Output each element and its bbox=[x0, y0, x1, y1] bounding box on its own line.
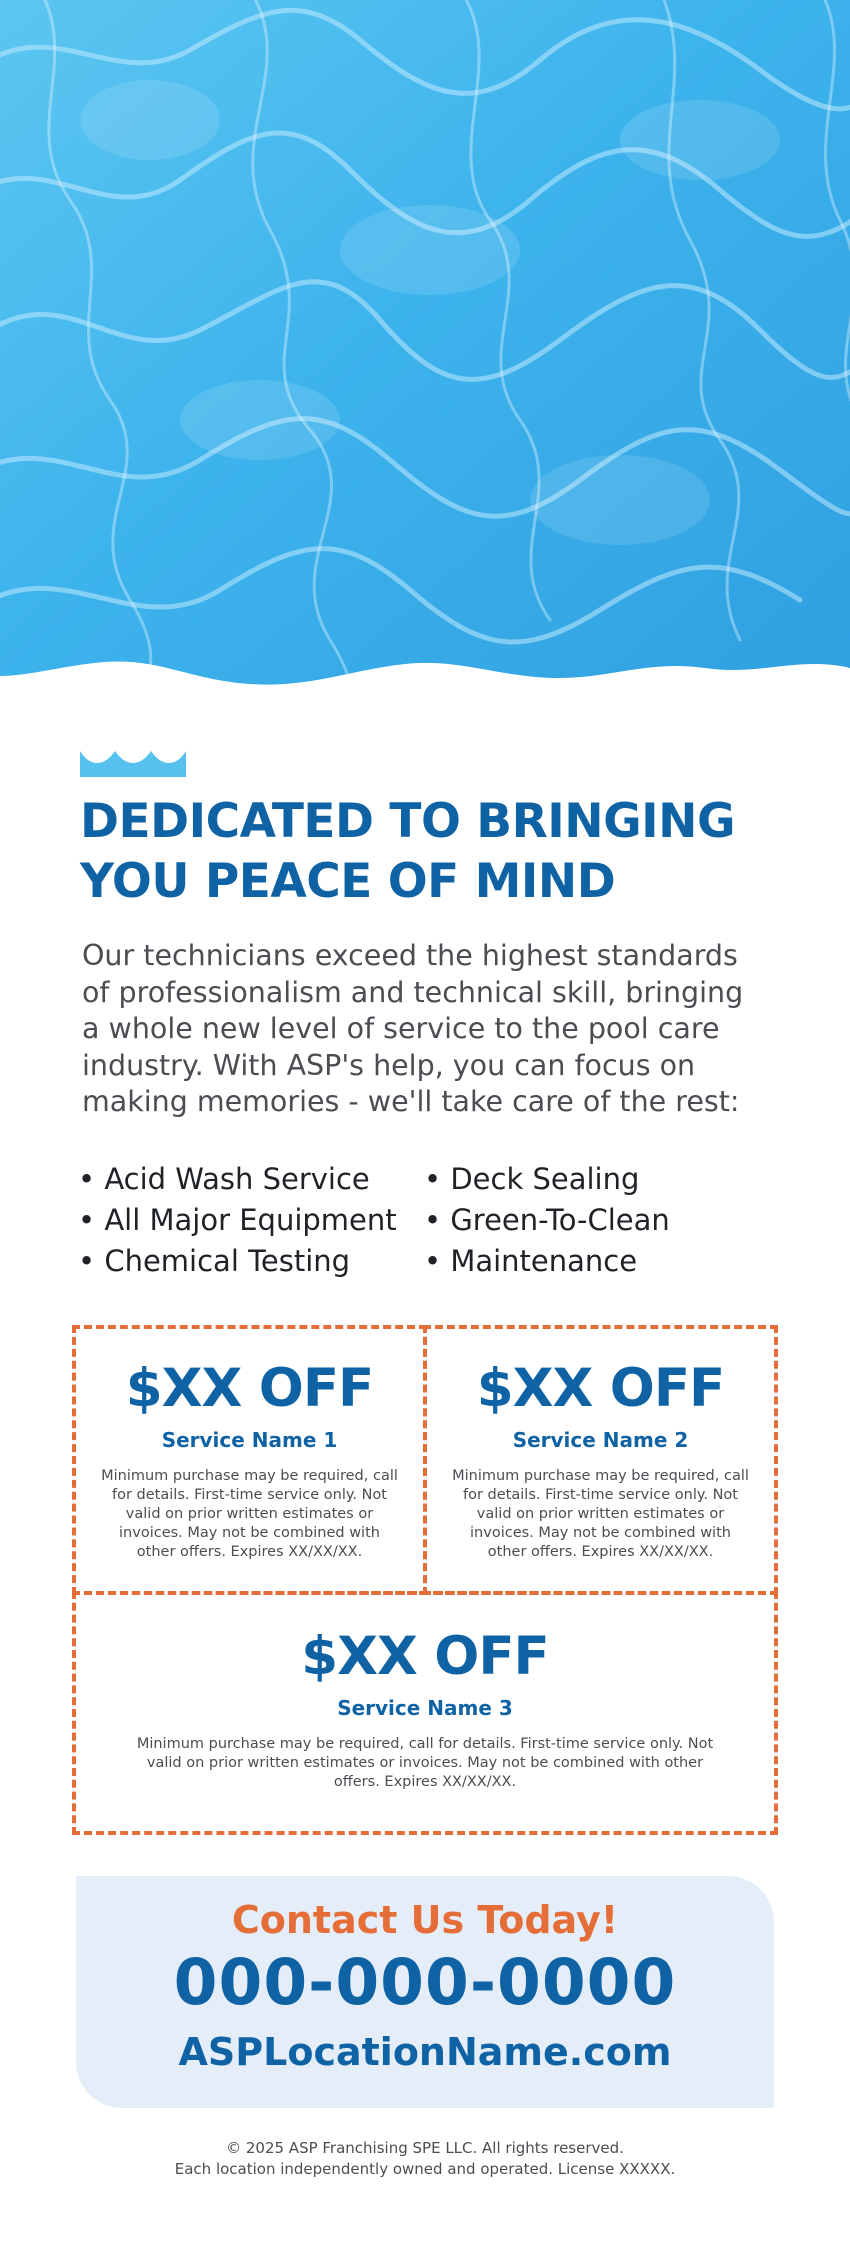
contact-panel bbox=[76, 1876, 774, 2108]
service-item-acid-wash: • Acid Wash Service bbox=[78, 1162, 370, 1196]
legal-footer bbox=[0, 2138, 850, 2180]
coupon-2[interactable] bbox=[423, 1325, 778, 1595]
pool-water-image bbox=[0, 0, 850, 720]
headline-line-2: YOU PEACE OF MIND bbox=[80, 854, 616, 909]
contact-phone[interactable]: 000-000-0000 bbox=[173, 1946, 677, 2019]
copyright-text: © 2025 ASP Franchising SPE LLC. All rights reserved. bbox=[226, 2139, 624, 2157]
intro-line-5: making memories - we'll take care of the rest: bbox=[82, 1085, 740, 1118]
intro-line-4: industry. With ASP's help, you can focus on bbox=[82, 1048, 696, 1082]
service-item-deck-sealing: • Deck Sealing bbox=[424, 1162, 640, 1196]
service-item-green-to-clean: • Green-To-Clean bbox=[424, 1203, 670, 1237]
coupon-1[interactable] bbox=[72, 1325, 427, 1595]
service-item-chemical-testing: • Chemical Testing bbox=[78, 1244, 351, 1278]
coupon-2-fine-print: Minimum purchase may be required, call for details. First-time service only. Not valid on prior written estimates or invoices. May not be combined with other offers. Expires XX/XX/XX. bbox=[452, 1468, 749, 1560]
coupon-1-fine-print: Minimum purchase may be required, call for details. First-time service only. Not valid on prior written estimates or invoices. May not be combined with other offers. Expires XX/XX/XX. bbox=[101, 1468, 398, 1560]
services-list bbox=[78, 1162, 778, 1283]
service-item-equipment: • All Major Equipment bbox=[78, 1203, 397, 1237]
intro-paragraph bbox=[82, 938, 772, 1121]
headline-line-1: DEDICATED TO BRINGING bbox=[80, 794, 736, 849]
contact-heading: Contact Us Today! bbox=[231, 1898, 619, 1942]
coupon-3-fine-print: Minimum purchase may be required, call for details. First-time service only. Not valid on prior written estimates or invoices. May not be combined with other offers. Expires XX/XX/XX. bbox=[136, 1736, 714, 1790]
coupon-2-service-name: Service Name 2 bbox=[512, 1428, 689, 1452]
coupon-3-service-name: Service Name 3 bbox=[337, 1696, 513, 1720]
coupon-2-deal: $XX OFF bbox=[476, 1358, 725, 1419]
headline bbox=[80, 792, 800, 912]
coupon-3[interactable] bbox=[72, 1591, 778, 1835]
intro-line-3: a whole new level of service to the pool care bbox=[82, 1012, 720, 1045]
service-item-maintenance: • Maintenance bbox=[424, 1244, 638, 1278]
coupon-1-deal: $XX OFF bbox=[125, 1358, 374, 1419]
license-text: Each location independently owned and operated. License XXXXX. bbox=[174, 2160, 676, 2178]
intro-line-2: of professionalism and technical skill, bringing bbox=[82, 975, 744, 1009]
intro-line-1: Our technicians exceed the highest standards bbox=[82, 939, 738, 972]
contact-website[interactable]: ASPLocationName.com bbox=[178, 2030, 672, 2074]
coupon-3-deal: $XX OFF bbox=[301, 1626, 549, 1687]
coupon-1-service-name: Service Name 1 bbox=[161, 1428, 338, 1452]
wave-icon bbox=[80, 745, 186, 777]
